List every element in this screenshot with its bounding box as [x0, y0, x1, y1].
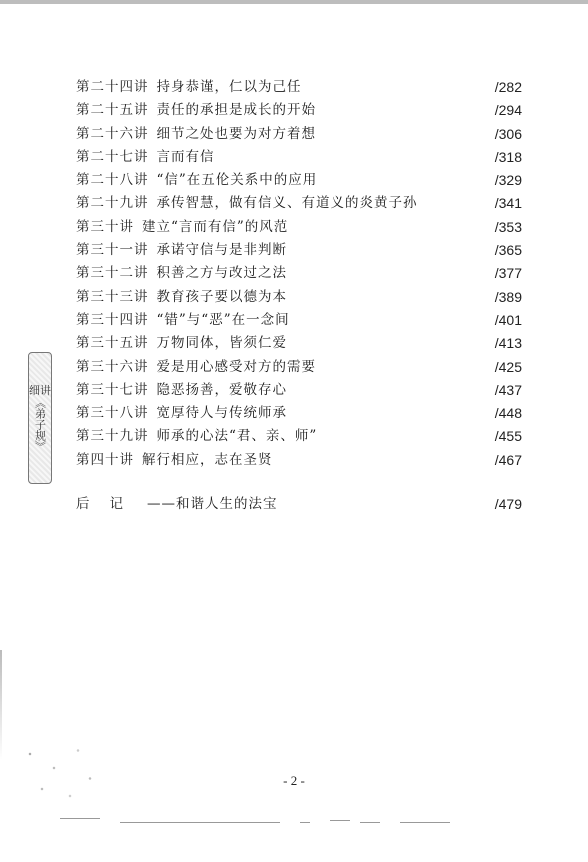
lecture-title: 持身恭谨，仁以为己任: [156, 79, 302, 95]
page-edge-shadow: [0, 650, 2, 760]
page-number: /389: [494, 288, 522, 305]
lecture-number: 第二十八讲: [76, 172, 149, 189]
bottom-scan-marks: [0, 810, 588, 850]
top-border: [0, 0, 588, 4]
toc-entry[interactable]: [76, 449, 522, 472]
page-number: /341: [494, 195, 522, 212]
page-number: /437: [494, 381, 522, 398]
lecture-title: 积善之方与改过之法: [156, 265, 287, 282]
page-number: /294: [494, 102, 522, 119]
toc-entry[interactable]: [76, 76, 522, 99]
toc-entry[interactable]: [76, 192, 522, 215]
lecture-number: 第三十四讲: [76, 311, 149, 328]
lecture-title: 教育孩子要以德为本: [156, 288, 287, 305]
lecture-number: 第二十六讲: [76, 125, 149, 142]
toc-entry[interactable]: [76, 332, 522, 355]
lecture-title: 解行相应，志在圣贤: [142, 451, 273, 468]
lecture-number: 第三十六讲: [76, 358, 149, 375]
toc-entry[interactable]: [76, 425, 522, 448]
lecture-title: 言而有信: [156, 148, 215, 165]
toc-entry[interactable]: [76, 309, 522, 332]
toc-entry[interactable]: [76, 239, 522, 262]
lecture-number: 第三十二讲: [76, 265, 149, 282]
lecture-number: 第三十一讲: [76, 242, 149, 259]
lecture-title: 宽厚待人与传统师承: [156, 405, 287, 422]
lecture-number: 第三十七讲: [76, 381, 149, 398]
lecture-title: 师承的心法“君、亲、师”: [156, 428, 318, 445]
table-of-contents: [76, 76, 522, 516]
lecture-title: 万物同体，皆须仁爱: [156, 335, 287, 352]
page-number: /455: [494, 428, 522, 445]
lecture-number: 第三十三讲: [76, 288, 149, 305]
page-number: /318: [494, 148, 522, 165]
lecture-number: 第三十九讲: [76, 428, 149, 445]
page-number: /479: [494, 496, 522, 513]
page-number: /282: [494, 79, 522, 95]
side-tab-line-2: 《弟子规》: [33, 397, 47, 452]
page-folio: - 2 -: [283, 773, 305, 788]
lecture-number: 第三十五讲: [76, 335, 149, 352]
lecture-title: “错”与“恶”在一念间: [156, 311, 290, 328]
page-number: /353: [494, 218, 522, 235]
lecture-title: “信”在五伦关系中的应用: [156, 172, 318, 189]
toc-entry[interactable]: [76, 146, 522, 169]
page-number: /413: [494, 335, 522, 352]
lecture-number: 第二十九讲: [76, 195, 149, 212]
toc-entry[interactable]: [76, 402, 522, 425]
lecture-title: 隐恶扬善，爱敬存心: [156, 381, 287, 398]
book-title-side-tab: [28, 352, 52, 484]
toc-entry[interactable]: [76, 356, 522, 379]
toc-entry[interactable]: [76, 262, 522, 285]
toc-entry[interactable]: [76, 169, 522, 192]
lecture-number: 第二十七讲: [76, 148, 149, 165]
page-number: /467: [494, 451, 522, 468]
page-number: /329: [494, 172, 522, 189]
lecture-title: 承传智慧，做有信义、有道义的炎黄子孙: [156, 195, 418, 212]
lecture-title: 承诺守信与是非判断: [156, 242, 287, 259]
page-number: /448: [494, 405, 522, 422]
page-number: /306: [494, 125, 522, 142]
lecture-title: 爱是用心感受对方的需要: [156, 358, 316, 375]
page-number: /425: [494, 358, 522, 375]
lecture-number: 第四十讲: [76, 451, 134, 468]
toc-entry[interactable]: [76, 286, 522, 309]
toc-entry[interactable]: [76, 379, 522, 402]
lecture-title: 细节之处也要为对方着想: [156, 125, 316, 142]
toc-entry[interactable]: [76, 123, 522, 146]
lecture-number: 第二十四讲: [76, 79, 149, 95]
scan-speckle: [22, 740, 102, 810]
toc-entry[interactable]: [76, 99, 522, 122]
lecture-number: 第三十八讲: [76, 405, 149, 422]
page-number: /365: [494, 242, 522, 259]
lecture-title: 责任的承担是成长的开始: [156, 102, 316, 119]
lecture-number: 第二十五讲: [76, 102, 149, 119]
page-number: /377: [494, 265, 522, 282]
page-number: /401: [494, 311, 522, 328]
toc-entry-afterword[interactable]: [76, 493, 522, 516]
lecture-title: 建立“言而有信”的风范: [142, 218, 289, 235]
afterword-label: 后记: [76, 496, 143, 513]
side-tab-line-1: 细讲: [29, 384, 51, 397]
lecture-number: 第三十讲: [76, 218, 134, 235]
afterword-title: ——和谐人生的法宝: [147, 496, 278, 513]
toc-entry[interactable]: [76, 216, 522, 239]
